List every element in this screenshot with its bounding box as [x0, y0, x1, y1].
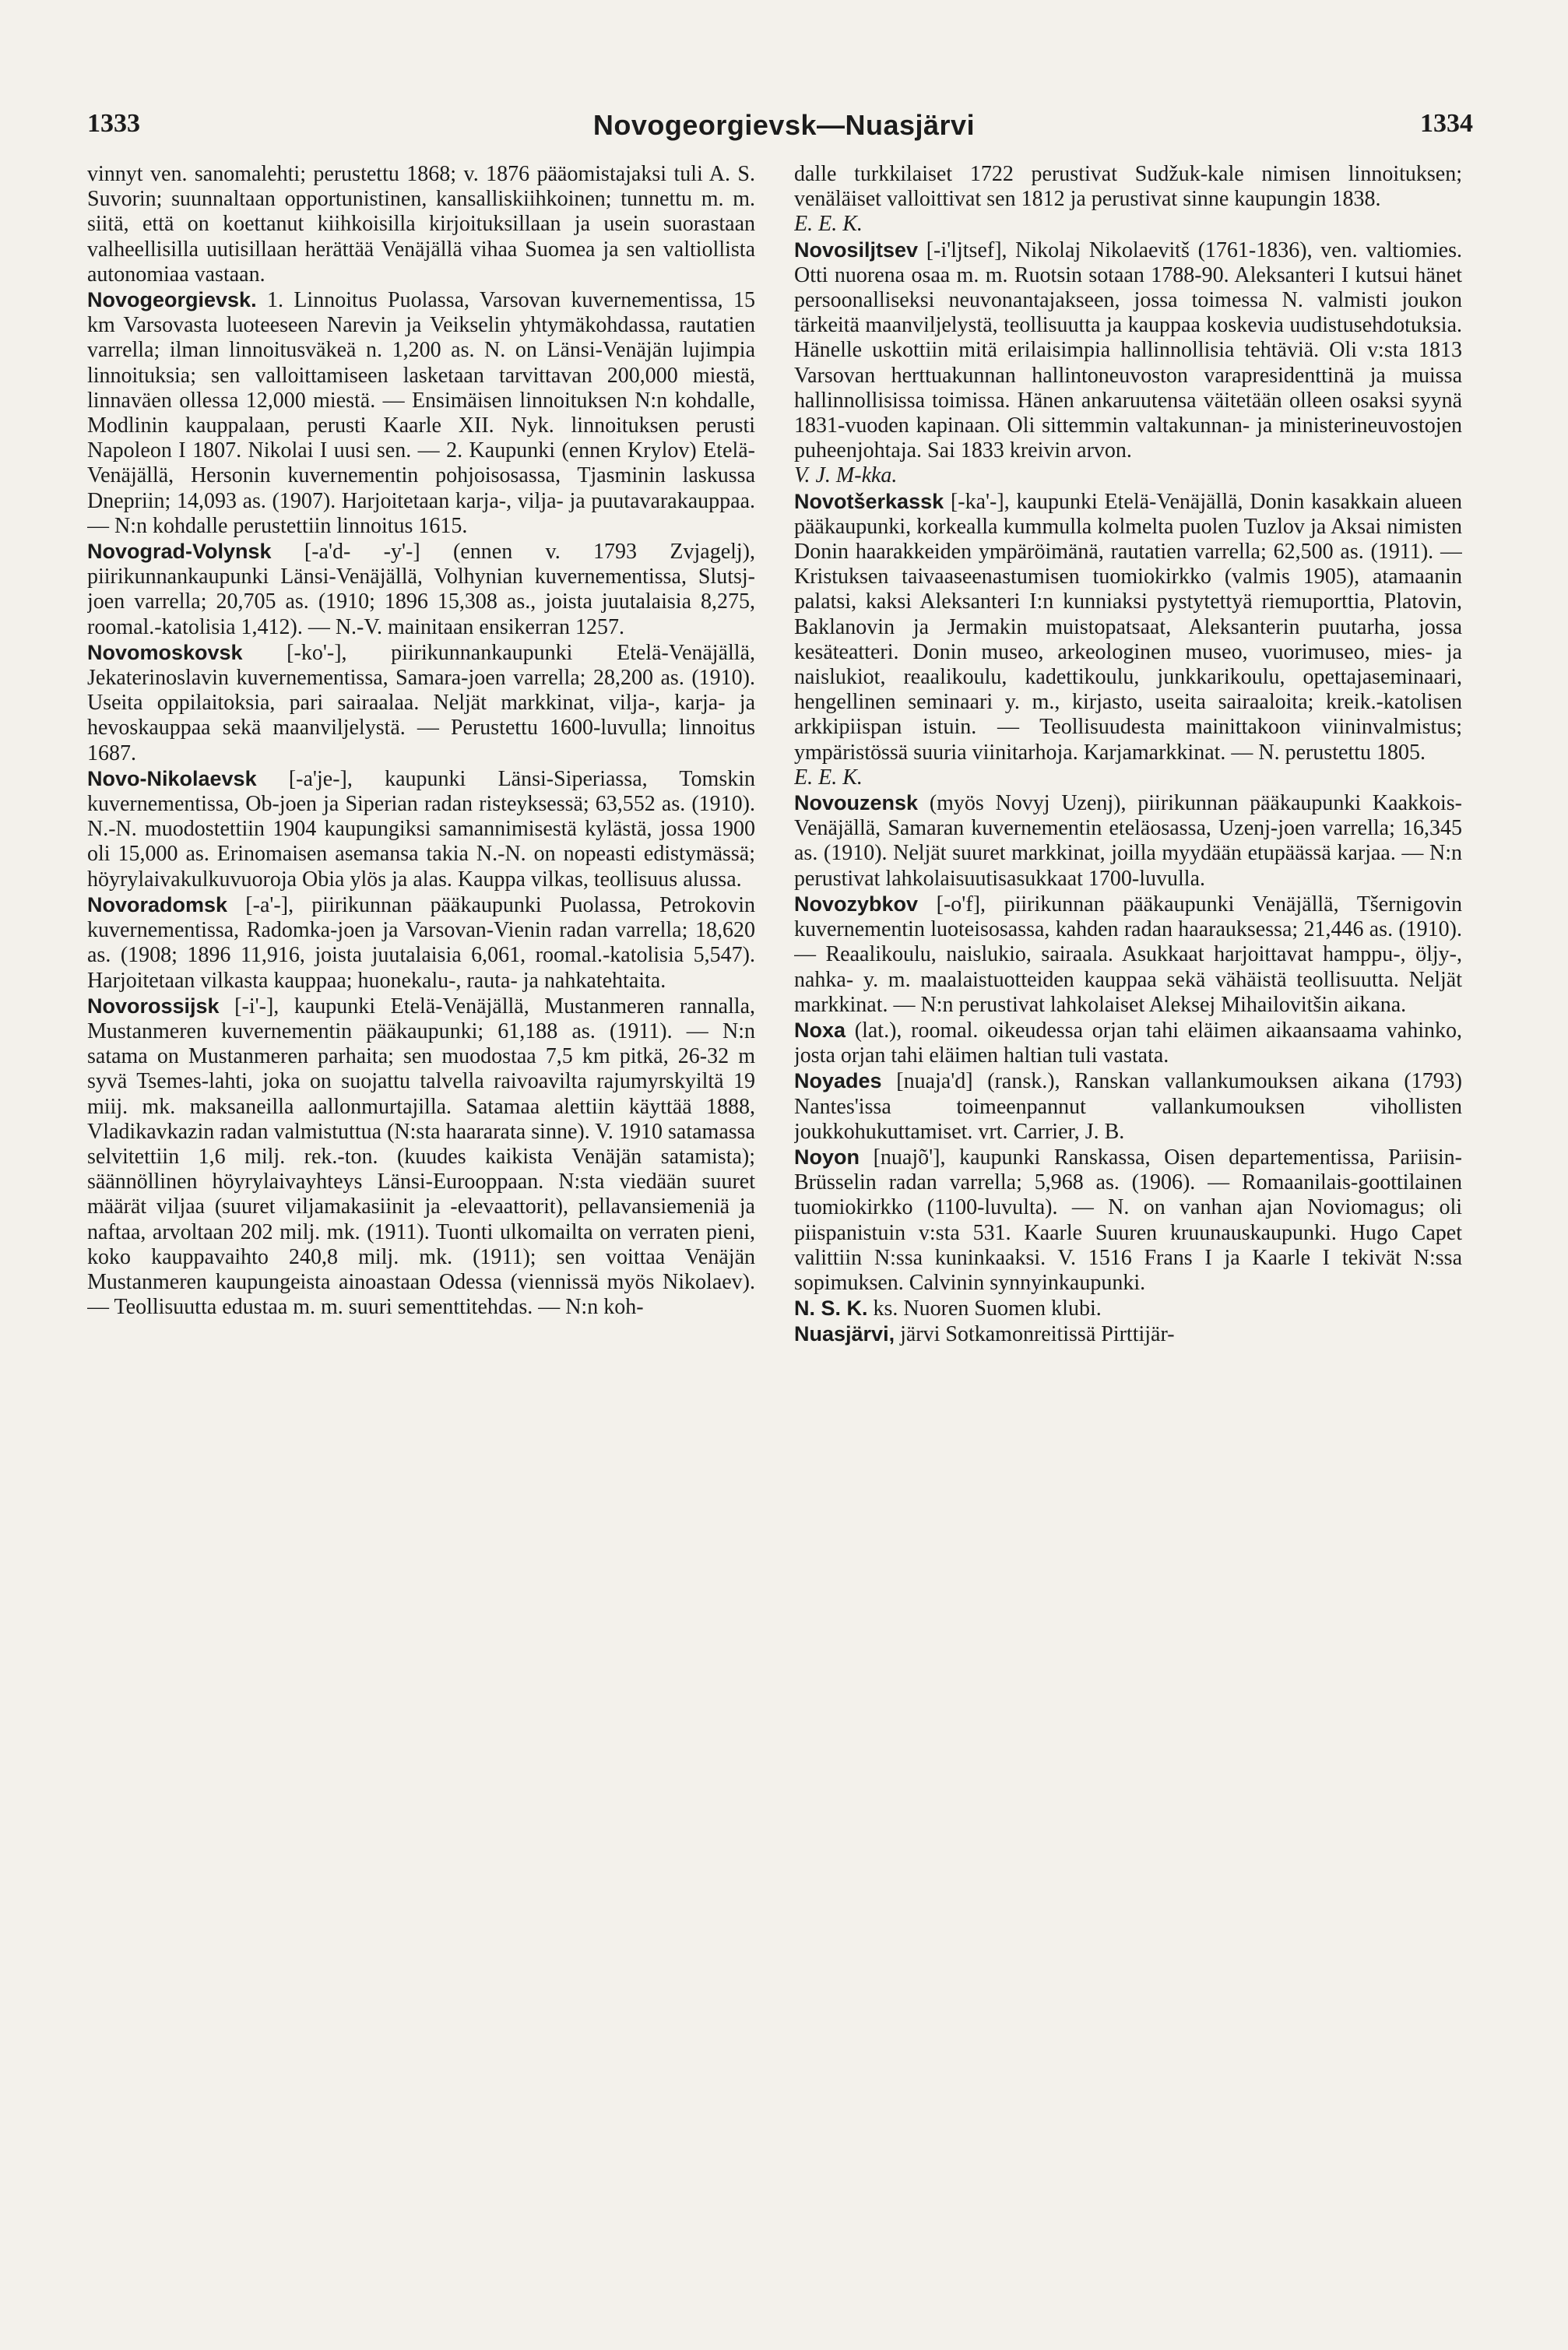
entry-headword: Nuasjärvi,	[794, 1322, 895, 1346]
running-head: Novogeorgievsk—Nuasjärvi	[592, 109, 976, 141]
entry-text: [-i'-], kaupunki Etelä-Venäjällä, Mustanmeren rannalla, Mustanmeren kuvernementin pääkaupunki; 61,188 as. (1911). — N:n satama on Mustanmeren parhaita; sen muodostaa 7,5 km pitkä, 26-32 m syvä Tsemes-lahti, joka on suojattu talvella raivoavilta rajumyrskyiltä 19 miij. mk. maksaneilla aallonmurtajilla. Satamaa alettiin käyttää 1888, Vladikavkazin radan valmistuttua (N:sta haararata sinne). V. 1910 satamassa selvitettiin 1,6 milj. rek.-ton. (kuudes kaikista Venäjän satamista); säännöllinen höyrylaivayhteys Länsi-Eurooppaan. N:sta viedään suuret määrät viljaa (suuret viljamakasiinit ja -elevaattorit), pellavansiemeniä ja naftaa, arvoltaan 202 milj. mk. (1911). Tuonti ulkomailta on verraten pieni, koko kauppavaihto 240,8 milj. mk. (1911); sen voittaa Venäjän Mustanmeren kaupungeista ainoastaan Odessa (viennissä myös Nikolaev). — Teollisuutta edustaa m. m. suuri sementtitehdas. — N:n koh-	[87, 994, 755, 1320]
entry-text: [nuaja'd] (ransk.), Ranskan vallankumouksen aikana (1793) Nantes'issa toimeenpannut vallankumouksen vihollisten joukkohukuttamiset. vrt. Carrier, J. B.	[794, 1069, 1462, 1144]
entry-text: [-a'd- -y'-] (ennen v. 1793 Zvjagelj), piirikunnankaupunki Länsi-Venäjällä, Volhynian kuvernementissa, Slutsj-joen varrella; 20,705 as. (1910; 1896 15,308 as., joista juutalaisia 8,275, roomal.-katolisia 1,412). — N.-V. mainitaan ensikerran 1257.	[87, 540, 755, 639]
author-signature: E. E. K.	[794, 212, 863, 237]
entry-text: [-a'je-], kaupunki Länsi-Siperiassa, Tomskin kuvernementissa, Ob-joen ja Siperian radan risteyksessä; 63,552 as. (1910). N.-N. muodostettiin 1904 kaupungiksi samannimisestä kylästä, jossa 1900 oli 15,000 as. Erinomaisen asemansa takia N.-N. on nopeasti edistymässä; höyrylaivakulkuvuoroja Obia ylös ja alas. Kauppa vilkas, teollisuus alussa.	[87, 766, 755, 892]
entry-novoradomsk	[87, 892, 755, 994]
entry-text: [nuajõ'], kaupunki Ranskassa, Oisen departementissa, Pariisin-Brüsselin radan varrella; 5,968 as. (1906). — Romaanilais-goottilainen tuomiokirkko (1100-luvulta). — N. on vanhan ajan Noviomagus; oli piispanistuin v:sta 531. Kaarle Suuren kruunauskaupunki. Hugo Capet valittiin N:ssa kuninkaaksi. V. 1516 Frans I ja Kaarle I tekivät N:ssa sopimuksen. Calvinin synnyinkaupunki.	[794, 1145, 1462, 1295]
entry-text: järvi Sotkamonreitissä Pirttijär-	[900, 1322, 1175, 1347]
page-header	[0, 109, 1568, 148]
entry-noxa	[794, 1018, 1462, 1068]
entry-headword: Novotšerkassk	[794, 489, 944, 513]
entry-text: (myös Novyj Uzenj), piirikunnan pääkaupunki Kaakkois-Venäjällä, Samaran kuvernementin eteläosassa, Uzenj-joen varrella; 16,345 as. (1910). Neljät suuret markkinat, joilla myydään etupäässä karjaa. — N:n perustivat lahkolaisuutisasukkaat 1700-luvulla.	[794, 791, 1462, 891]
entry-headword: Novouzensk	[794, 791, 919, 815]
page-number-left: 1333	[87, 109, 140, 138]
right-column	[794, 162, 1462, 2319]
entry-nsk	[794, 1296, 1462, 1321]
entry-novogeorgievsk	[87, 287, 755, 539]
entry-novozybkov	[794, 892, 1462, 1018]
entry-text: [-ka'-], kaupunki Etelä-Venäjällä, Donin kasakkain alueen pääkaupunki, korkealla kummulla kolmelta puolen Tuzlov ja Aksai nimisten Donin haarakkeiden ympäröimänä, rautatien varrella; 62,500 as. (1911). — Kristuksen taivaaseenastumisen tuomiokirkko (valmis 1905), atamaanin palatsi, kaksi Aleksanteri I:n kunniaksi pystytettyä riemuporttia, Platovin, Baklanovin ja Jermakin muistopatsaat, Aleksanterin puutarha, jossa kesäteatteri. Donin museo, arkeologinen museo, vuorimuseo, mies- ja naislukiot, reaalikoulu, kadettikoulu, junkkarikoulu, opettajaseminaari, hengellinen seminaari y. m., kirjasto, useita sairaaloita; kreik.-katolisen arkkipiispan istuin. — Teollisuudesta mainittakoon viininvalmistus; ympäristössä suuria viinitarhoja. Karjamarkkinat. — N. perustettu 1805.	[794, 489, 1462, 765]
author-signature: V. J. M-kka.	[794, 463, 898, 488]
continued-entry: vinnyt ven. sanomalehti; perustettu 1868; v. 1876 pääomistajaksi tuli A. S. Suvorin; suunnaltaan opportunistinen, kansalliskiihkoinen; tunnettu m. m. siitä, että on koettanut kiihkoisilla kirjoituksillaan ja usein suorastaan valheellisilla uutisillaan herättää Venäjällä vihaa Suomea ja sen valtiollista autonomiaa vastaan.	[87, 162, 755, 287]
entry-novouzensk	[794, 790, 1462, 892]
entry-headword: Novo-Nikolaevsk	[87, 766, 257, 790]
entry-novorossijsk	[87, 994, 755, 1321]
entry-headword: Novomoskovsk	[87, 640, 243, 664]
author-signature: E. E. K.	[794, 765, 863, 790]
entry-headword: Novograd-Volynsk	[87, 540, 272, 564]
entry-noyon	[794, 1145, 1462, 1296]
entry-headword: Novosiljtsev	[794, 237, 919, 262]
page-number-right: 1334	[1420, 109, 1473, 138]
entry-text: [-ko'-], piirikunnankaupunki Etelä-Venäjällä, Jekaterinoslavin kuvernementissa, Samara-joen varrella; 28,200 as. (1910). Useita oppilaitoksia, pari sairaalaa. Neljät markkinat, vilja-, karja- ja hevoskauppaa sekä maanviljelystä. — Perustettu 1600-luvulla; linnoitus 1687.	[87, 640, 755, 765]
entry-novosiljtsev	[794, 237, 1462, 464]
entry-text: [-a'-], piirikunnan pääkaupunki Puolassa, Petrokovin kuvernementissa, Radomka-joen ja Varsovan-Vienin radan varrella; 18,620 as. (1908; 1896 11,916, joista juutalaisia 6,061, roomal.-katolisia 5,547). Harjoitetaan vilkasta kauppaa; huonekalu-, rauta- ja nahkatehtaita.	[87, 892, 755, 993]
entry-headword: N. S. K.	[794, 1296, 868, 1321]
entry-headword: Novorossijsk	[87, 994, 220, 1018]
entry-text: 1. Linnoitus Puolassa, Varsovan kuvernementissa, 15 km Varsovasta luoteeseen Narevin ja Veikselin yhtymäkohdassa, rautatien varrella; ilman linnoitusväkeä n. 1,200 as. N. on Länsi-Venäjän lujimpia linnoituksia; sen valloittamiseen lasketaan tarvittavan 200,000 miestä, linnaväen ollessa 12,000 miestä. — Ensimäisen linnoituksen N:n kohdalle, Modlinin kauppalaan, perusti Kaarle XII. Nyk. linnoituksen perusti Napoleon I 1807. Nikolai I uusi sen. — 2. Kaupunki (ennen Krylov) Etelä-Venäjällä, Hersonin kuvernementin pohjoisosassa, Tjasminin laskussa Dnepriin; 14,093 as. (1907). Harjoitetaan karja-, vilja- ja puutavarakauppaa. — N:n kohdalle perustettiin linnoitus 1615.	[87, 288, 755, 538]
entry-novotserkassk	[794, 489, 1462, 765]
continued-entry: dalle turkkilaiset 1722 perustivat Sudžuk-kale nimisen linnoituksen; venäläiset valloittivat sen 1812 ja perustivat sinne kaupungin 1838.	[794, 162, 1462, 212]
entry-text: [-i'ljtsef], Nikolaj Nikolaevitš (1761-1836), ven. valtiomies. Otti nuorena osaa m. m. Ruotsin sotaan 1788-90. Aleksanteri I kutsui hänet persoonalliseksi neuvonantajakseen, jossa toimessa N. valmisti joukon tärkeitä maanviljelystä, teollisuutta ja kauppaa koskevia uudistusehdotuksia. Hänelle uskottiin mitä erilaisimpia hallinnollisia tehtäviä. Oli v:sta 1813 Varsovan herttuakunnan hallintoneuvoston varapresidenttinä ja muissa hallinnollisissa toimissa. Hänen ankaruutensa väitetään olleen osaksi syynä 1831-vuoden kapinaan. Oli sittemmin valtakunnan- ja ministerineuvostojen puheenjohtaja. Sai 1833 kreivin arvon.	[794, 237, 1462, 463]
entry-headword: Novogeorgievsk.	[87, 288, 257, 312]
entry-text: [-o'f], piirikunnan pääkaupunki Venäjällä, Tšernigovin kuvernementin luoteisosassa, kahden radan haarauksessa; 21,446 as. (1910). — Reaalikoulu, naislukio, sairaala. Asukkaat harjoittavat hamppu-, öljy-, nahka- y. m. maalaistuotteiden kauppaa sekä vähäistä teollisuutta. Neljät markkinat. — N:n perustivat lahkolaiset Aleksej Mihailovitšin aikana.	[794, 892, 1462, 1017]
entry-novo-nikolaevsk	[87, 766, 755, 892]
entry-novograd-volynsk	[87, 539, 755, 640]
left-column	[87, 162, 755, 2319]
entry-headword: Novozybkov	[794, 892, 919, 916]
entry-headword: Noyon	[794, 1145, 860, 1169]
entry-text: (lat.), roomal. oikeudessa orjan tahi eläimen aikaansaama vahinko, josta orjan tahi eläimen haltian tuli vastata.	[794, 1018, 1462, 1068]
entry-novomoskovsk	[87, 640, 755, 766]
entry-nuasjarvi	[794, 1321, 1462, 1347]
entry-text: ks. Nuoren Suomen klubi.	[873, 1296, 1102, 1321]
entry-headword: Novoradomsk	[87, 892, 228, 916]
entry-headword: Noyades	[794, 1069, 882, 1093]
entry-headword: Noxa	[794, 1018, 846, 1042]
entry-noyades	[794, 1068, 1462, 1145]
